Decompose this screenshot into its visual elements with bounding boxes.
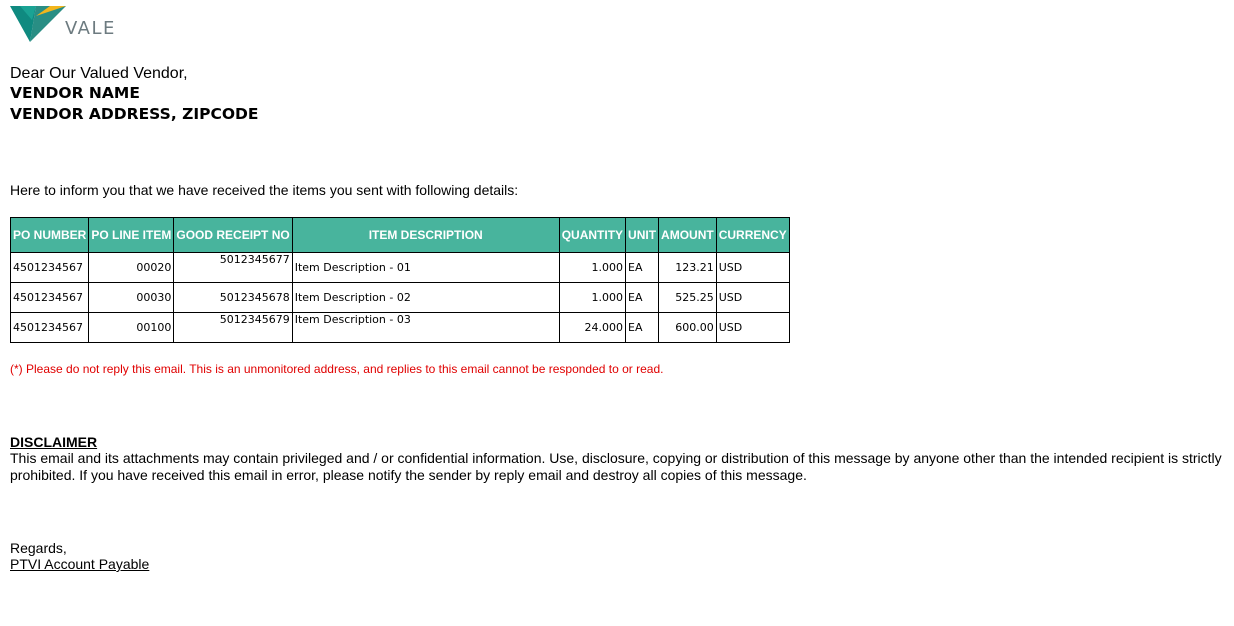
- header-quantity: QUANTITY: [559, 218, 625, 253]
- header-item-description: ITEM DESCRIPTION: [292, 218, 559, 253]
- cell-currency: USD: [716, 283, 789, 313]
- cell-quantity: 1.000: [559, 283, 625, 313]
- cell-po-number: 4501234567: [11, 283, 89, 313]
- logo-wordmark: VALE: [65, 18, 116, 39]
- no-reply-notice: (*) Please do not reply this email. This is an unmonitored address, and replies to this email cannot be responded to or read.: [10, 362, 664, 376]
- cell-quantity: 24.000: [559, 313, 625, 343]
- header-po-line-item: PO LINE ITEM: [89, 218, 174, 253]
- header-good-receipt-no: GOOD RECEIPT NO: [174, 218, 292, 253]
- cell-po-line-item: 00020: [89, 253, 174, 283]
- cell-amount: 600.00: [659, 313, 717, 343]
- cell-item-description: Item Description - 02: [292, 283, 559, 313]
- cell-good-receipt-no: 5012345679: [174, 313, 292, 343]
- header-po-number: PO NUMBER: [11, 218, 89, 253]
- cell-po-number: 4501234567: [11, 253, 89, 283]
- cell-po-line-item: 00030: [89, 283, 174, 313]
- cell-currency: USD: [716, 253, 789, 283]
- disclaimer-body: This email and its attachments may contain privileged and / or confidential information. Use, disclosure, copying or distribution of this message by anyone other than the intended recipient is strictly prohibited. If you have received this email in error, please notify the sender by reply email and destroy all copies of this message.: [10, 450, 1222, 483]
- cell-unit: EA: [626, 313, 659, 343]
- cell-amount: 123.21: [659, 253, 717, 283]
- cell-po-line-item: 00100: [89, 313, 174, 343]
- vale-logo: [10, 4, 130, 48]
- cell-unit: EA: [626, 253, 659, 283]
- cell-amount: 525.25: [659, 283, 717, 313]
- header-amount: AMOUNT: [659, 218, 717, 253]
- cell-good-receipt-no: 5012345677: [174, 253, 292, 283]
- cell-item-description: Item Description - 01: [292, 253, 559, 283]
- vendor-name: VENDOR NAME: [10, 84, 140, 102]
- greeting: Dear Our Valued Vendor,: [10, 65, 188, 82]
- vale-logo-icon: [10, 4, 66, 44]
- cell-quantity: 1.000: [559, 253, 625, 283]
- cell-po-number: 4501234567: [11, 313, 89, 343]
- cell-item-description: Item Description - 03: [292, 313, 559, 343]
- signature: PTVI Account Payable: [10, 556, 150, 572]
- cell-unit: EA: [626, 283, 659, 313]
- disclaimer-title: DISCLAIMER: [10, 434, 98, 450]
- header-currency: CURRENCY: [716, 218, 789, 253]
- regards: Regards,: [10, 540, 67, 556]
- table-row: [11, 313, 790, 343]
- cell-currency: USD: [716, 313, 789, 343]
- vendor-address: VENDOR ADDRESS, ZIPCODE: [10, 105, 259, 123]
- cell-good-receipt-no: 5012345678: [174, 283, 292, 313]
- header-unit: UNIT: [626, 218, 659, 253]
- table-row: [11, 253, 790, 283]
- intro-text: Here to inform you that we have received the items you sent with following details:: [10, 182, 519, 198]
- table-row: [11, 283, 790, 313]
- receipt-table: [10, 217, 790, 343]
- table-header-row: [11, 218, 790, 253]
